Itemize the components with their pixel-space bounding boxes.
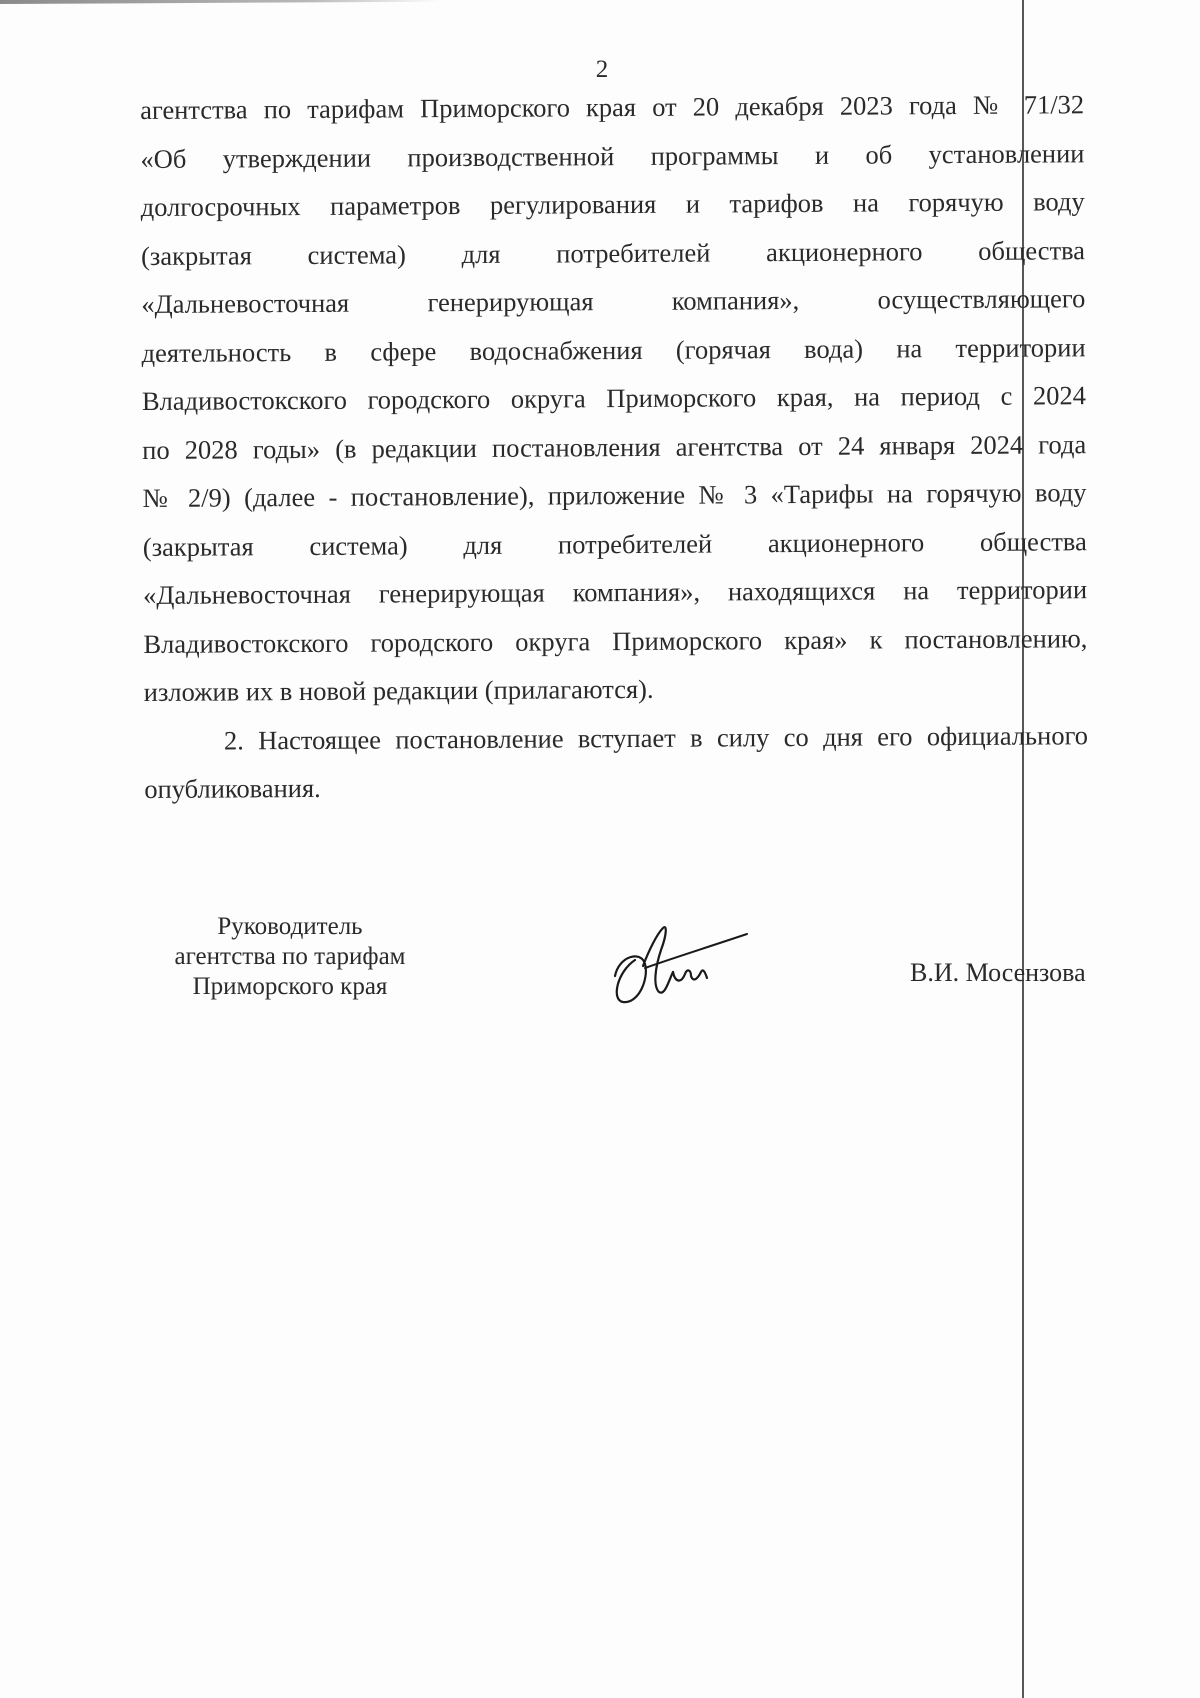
body-line: долгосрочных параметров регулирования и тарифов на горячую воду bbox=[140, 186, 1085, 222]
signatory-title-line: Приморского края bbox=[192, 973, 388, 1000]
body-line: изложив их в новой редакции (прилагаются). bbox=[143, 673, 654, 707]
signatory-title bbox=[150, 912, 430, 1002]
page-number: 2 bbox=[595, 56, 609, 83]
body-line: Владивостокского городского округа Приморского края, на период с 2024 bbox=[141, 380, 1086, 416]
body-line: агентства по тарифам Приморского края от 20 декабря 2023 года № 71/32 bbox=[140, 89, 1085, 125]
body-line: № 2/9) (далее - постановление), приложение № 3 «Тарифы на горячую воду bbox=[142, 477, 1087, 513]
handwritten-signature bbox=[605, 920, 755, 1010]
body-line: по 2028 годы» (в редакции постановления агентства от 24 января 2024 года bbox=[142, 428, 1087, 465]
body-line: (закрытая система) для потребителей акционерного общества bbox=[140, 234, 1086, 271]
scan-artifact bbox=[0, 0, 440, 4]
body-line: «Дальневосточная генерирующая компания», осуществляющего bbox=[141, 283, 1086, 319]
body-line: (закрытая система) для потребителей акционерного общества bbox=[142, 525, 1087, 562]
body-line: деятельность в сфере водоснабжения (горячая вода) на территории bbox=[141, 331, 1086, 368]
body-line: опубликования. bbox=[144, 772, 321, 804]
body-line: 2. Настоящее постановление вступает в силу со дня его официального bbox=[223, 719, 1089, 755]
body-line: «Об утверждении производственной программы и об установлении bbox=[140, 137, 1085, 174]
body-line: «Дальневосточная генерирующая компания», находящихся на территории bbox=[143, 574, 1088, 610]
signatory-title-line: Руководитель bbox=[217, 913, 363, 940]
body-line: Владивостокского городского округа Приморского края» к постановлению, bbox=[143, 622, 1088, 659]
signatory-title-line: агентства по тарифам bbox=[174, 943, 406, 970]
signatory-name: В.И. Мосензова bbox=[910, 958, 1086, 987]
document-body bbox=[140, 80, 1088, 813]
